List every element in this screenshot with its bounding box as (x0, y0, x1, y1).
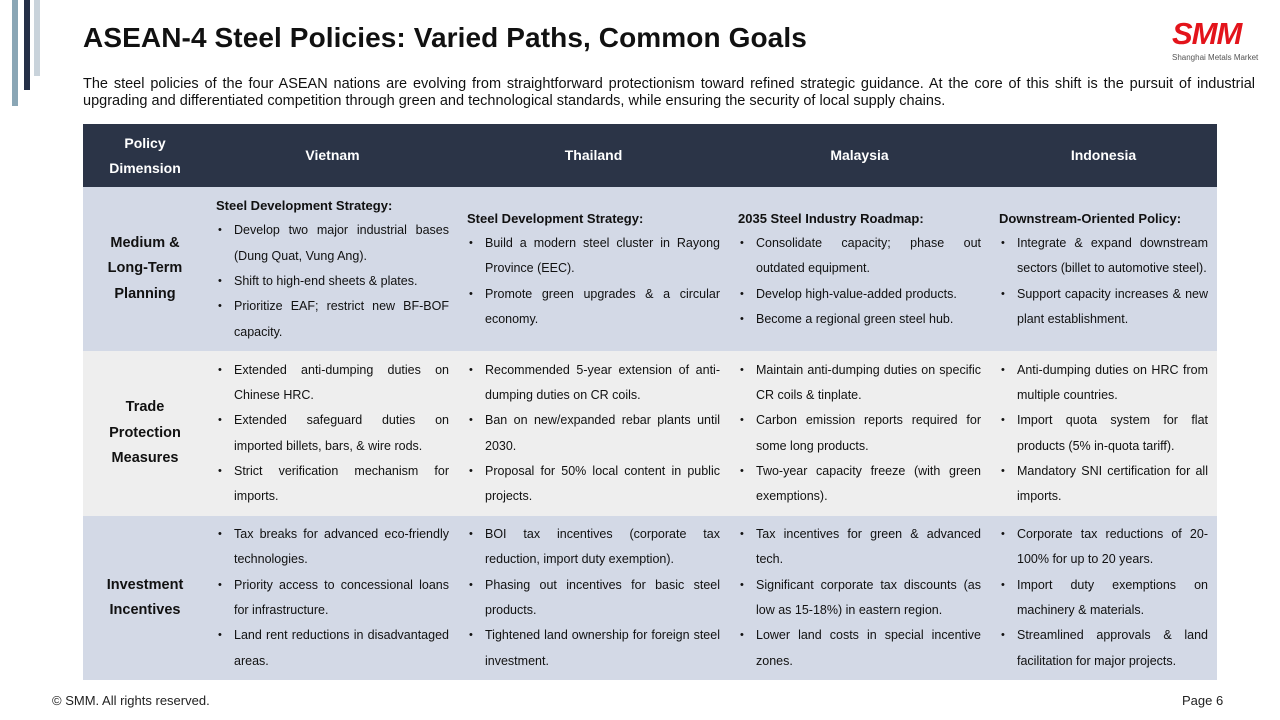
bullet-item: • Lower land costs in special incentive zones. (738, 623, 981, 674)
decorative-bar (12, 0, 18, 106)
header-malaysia: Malaysia (729, 124, 990, 187)
bullet-item: • Strict verification mechanism for imports. (216, 459, 449, 510)
page-number: Page 6 (1182, 693, 1224, 708)
slide-title: ASEAN-4 Steel Policies: Varied Paths, Common Goals (83, 22, 807, 53)
logo-subtitle: Shanghai Metals Market (1172, 53, 1259, 62)
cell-heading: Steel Development Strategy: (216, 198, 393, 214)
table-cell (729, 351, 990, 516)
header-indonesia: Indonesia (990, 124, 1217, 187)
bullet-list (738, 522, 981, 674)
bullet-item: • Anti-dumping duties on HRC from multiple countries. (999, 358, 1208, 409)
bullet-item: • Shift to high-end sheets & plates. (216, 269, 449, 294)
bullet-item: • Carbon emission reports required for some long products. (738, 408, 981, 459)
bullet-list (467, 358, 720, 510)
cell-heading: 2035 Steel Industry Roadmap: (738, 210, 924, 226)
table-cell (729, 187, 990, 351)
row-label: Medium & Long-Term Planning (83, 187, 207, 351)
decorative-bar (24, 0, 30, 90)
bullet-item: • Mandatory SNI certification for all imports. (999, 459, 1208, 510)
bullet-item: • BOI tax incentives (corporate tax reduction, import duty exemption). (467, 522, 720, 573)
bullet-item: • Support capacity increases & new plant establishment. (999, 282, 1208, 333)
header-thailand: Thailand (458, 124, 729, 187)
table-cell (458, 516, 729, 680)
bullet-item: • Extended safeguard duties on imported billets, bars, & wire rods. (216, 408, 449, 459)
bullet-item: • Become a regional green steel hub. (738, 307, 981, 332)
bullet-item: • Significant corporate tax discounts (as low as 15-18%) in eastern region. (738, 573, 981, 624)
bullet-item: • Promote green upgrades & a circular economy. (467, 282, 720, 333)
bullet-item: • Land rent reductions in disadvantaged areas. (216, 623, 449, 674)
logo-wordmark: SMM (1172, 16, 1242, 51)
bullet-list (467, 522, 720, 674)
bullet-list (738, 358, 981, 510)
row-label: Investment Incentives (83, 516, 207, 680)
bullet-item: • Maintain anti-dumping duties on specific CR coils & tinplate. (738, 358, 981, 409)
bullet-item: • Consolidate capacity; phase out outdated equipment. (738, 231, 981, 282)
bullet-item: • Import duty exemptions on machinery & materials. (999, 573, 1208, 624)
bullet-list (216, 522, 449, 674)
bullet-item: • Extended anti-dumping duties on Chinese HRC. (216, 358, 449, 409)
bullet-list (999, 522, 1208, 674)
table-cell (207, 351, 458, 516)
table-row (83, 516, 1217, 680)
header-vietnam: Vietnam (207, 124, 458, 187)
bullet-item: • Priority access to concessional loans for infrastructure. (216, 573, 449, 624)
bullet-item: • Tax incentives for green & advanced tech. (738, 522, 981, 573)
bullet-item: • Two-year capacity freeze (with green exemptions). (738, 459, 981, 510)
bullet-item: • Build a modern steel cluster in Rayong Province (EEC). (467, 231, 720, 282)
table-cell (990, 516, 1217, 680)
table-row (83, 187, 1217, 351)
table-cell (458, 351, 729, 516)
table-cell (207, 516, 458, 680)
intro-paragraph: The steel policies of the four ASEAN nations are evolving from straightforward protectionism toward refined strategic guidance. At the core of this shift is the pursuit of industrial upgrading and differentiated competition through green and technological standards, while ensuring the security of local supply chains. (83, 76, 1255, 109)
header-policy-dimension: Policy Dimension (83, 124, 207, 187)
bullet-item: • Integrate & expand downstream sectors (billet to automotive steel). (999, 231, 1208, 282)
bullet-item: • Phasing out incentives for basic steel products. (467, 573, 720, 624)
bullet-list (216, 218, 449, 344)
bullet-item: • Tightened land ownership for foreign steel investment. (467, 623, 720, 674)
bullet-item: • Import quota system for flat products (5% in-quota tariff). (999, 408, 1208, 459)
cell-heading: Steel Development Strategy: (467, 210, 644, 226)
table-header-row (83, 124, 1217, 187)
copyright-text: © SMM. All rights reserved. (52, 693, 210, 708)
table-cell (990, 187, 1217, 351)
bullet-item: • Ban on new/expanded rebar plants until 2030. (467, 408, 720, 459)
bullet-list (999, 358, 1208, 510)
decorative-bar (34, 0, 40, 76)
bullet-item: • Develop high-value-added products. (738, 282, 981, 307)
bullet-item: • Tax breaks for advanced eco-friendly technologies. (216, 522, 449, 573)
table-row (83, 351, 1217, 516)
table-cell (207, 187, 458, 351)
bullet-item: • Recommended 5-year extension of anti-dumping duties on CR coils. (467, 358, 720, 409)
bullet-list (738, 231, 981, 332)
bullet-item: • Corporate tax reductions of 20-100% for up to 20 years. (999, 522, 1208, 573)
policy-table (83, 124, 1217, 680)
cell-heading: Downstream-Oriented Policy: (999, 210, 1182, 226)
bullet-list (467, 231, 720, 332)
bullet-item: • Proposal for 50% local content in public projects. (467, 459, 720, 510)
bullet-list (999, 231, 1208, 332)
bullet-item: • Prioritize EAF; restrict new BF-BOF capacity. (216, 294, 449, 345)
bullet-item: • Develop two major industrial bases (Dung Quat, Vung Ang). (216, 218, 449, 269)
bullet-item: • Streamlined approvals & land facilitation for major projects. (999, 623, 1208, 674)
smm-logo (1166, 16, 1266, 64)
table-cell (458, 187, 729, 351)
table-cell (990, 351, 1217, 516)
row-label: Trade Protection Measures (83, 351, 207, 516)
bullet-list (216, 358, 449, 510)
table-cell (729, 516, 990, 680)
